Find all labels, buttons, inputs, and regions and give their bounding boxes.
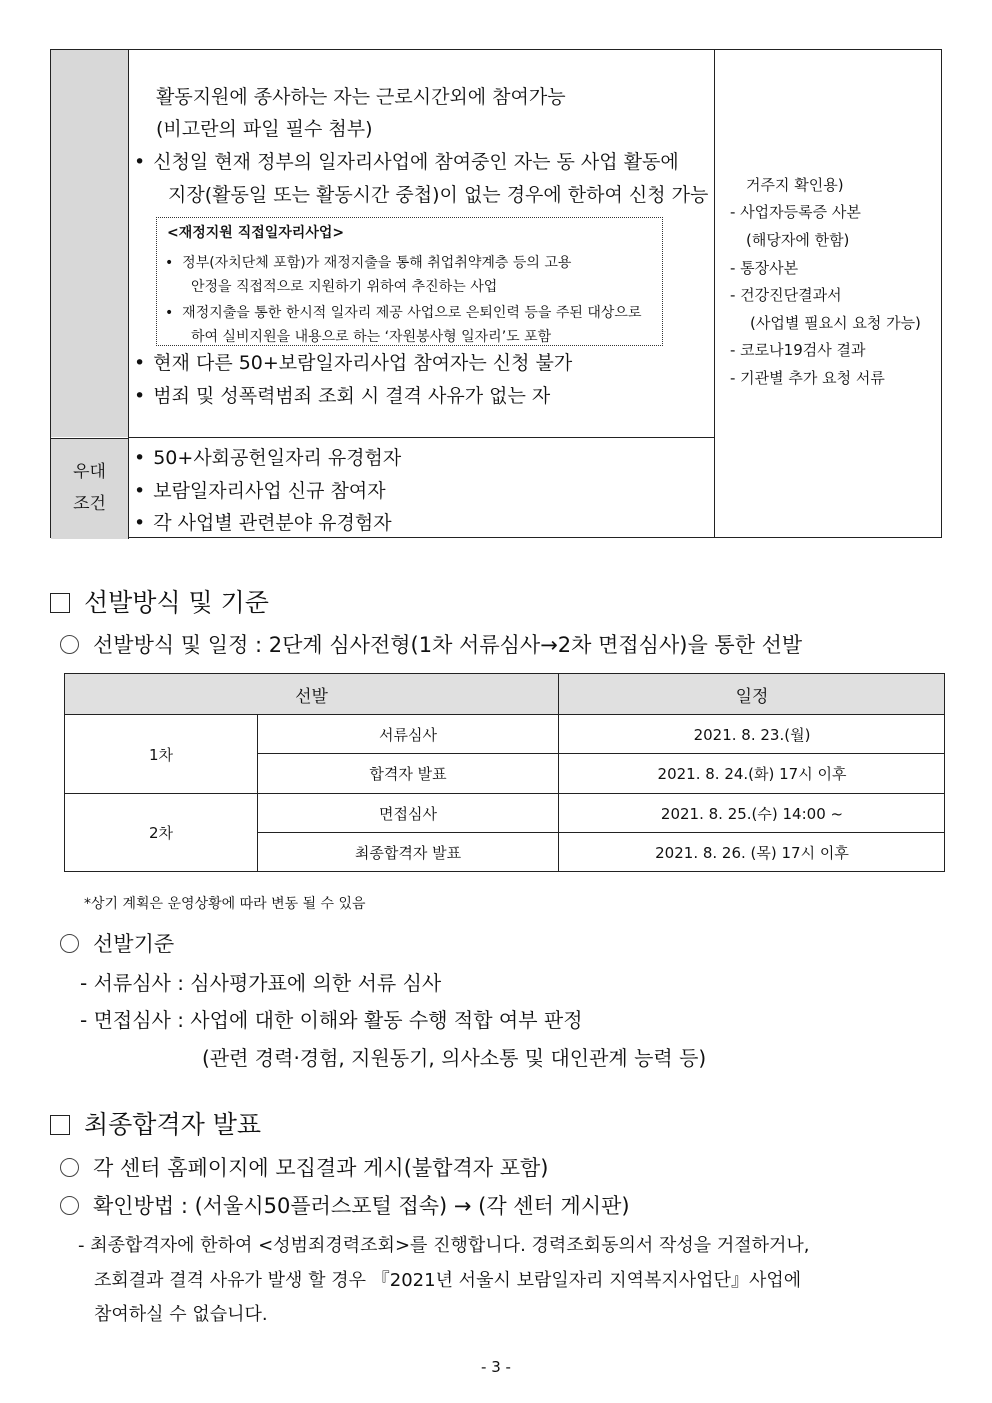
info-box-line: • 재정지출을 통한 한시적 일자리 제공 사업으로 은퇴인력 등을 주된 대상으로 (165, 305, 642, 321)
eligibility-text: 지장(활동일 또는 활동시간 중첩)이 없는 경우에 한하여 신청 가능 (168, 184, 709, 206)
required-doc: - 통장사본 (730, 259, 799, 277)
criteria-line: - 서류심사 : 심사평가표에 의한 서류 심사 (80, 971, 442, 995)
table-row: 최종합격자 발표 (354, 843, 462, 862)
notice-line: - 최종합격자에 한하여 <성범죄경력조회>를 진행합니다. 경력조회동의서 작성을 거절하거나, (78, 1235, 810, 1256)
criteria-line: - 면접심사 : 사업에 대한 이해와 활동 수행 적합 여부 판정 (80, 1008, 583, 1032)
info-box (156, 217, 663, 346)
circle-bullet-icon (60, 1196, 79, 1215)
method-line: 선발방식 및 일정 : 2단계 심사전형(1차 서류심사→2차 면접심사)을 통한 선발 (60, 629, 802, 659)
eligibility-bullet: • 현재 다른 50+보람일자리사업 참여자는 신청 불가 (134, 348, 572, 375)
criteria-heading: 선발기준 (60, 928, 174, 958)
table-row: 합격자 발표 (369, 765, 447, 783)
circle-bullet-icon (60, 1158, 79, 1177)
schedule-note: *상기 계획은 운영상황에 따라 변동 될 수 있음 (84, 896, 366, 912)
table-row: 면접심사 (379, 804, 437, 823)
preferred-label-line: 조건 (73, 494, 106, 514)
table-header-cell (51, 50, 129, 437)
table-header: 선발 (295, 686, 328, 707)
stage-cell: 1차 (148, 745, 174, 764)
preferred-bullet: • 보람일자리사업 신규 참여자 (134, 476, 386, 503)
table-row: 2021. 8. 26. (목) 17시 이후 (655, 843, 849, 862)
section-heading: 최종합격자 발표 (50, 1105, 261, 1141)
preferred-bullet: • 50+사회공헌일자리 유경험자 (134, 443, 401, 470)
required-doc: 거주지 확인용) (746, 176, 844, 194)
required-doc: - 기관별 추가 요청 서류 (730, 369, 885, 387)
info-box-line: 안정을 직접적으로 지원하기 위하여 추진하는 사업 (191, 279, 498, 295)
preferred-bullet: • 각 사업별 관련분야 유경험자 (134, 508, 392, 535)
required-doc: - 건강진단결과서 (730, 286, 842, 304)
required-doc: - 사업자등록증 사본 (730, 203, 861, 221)
schedule-table (64, 673, 945, 872)
required-doc: (해당자에 한함) (746, 231, 850, 249)
preferred-label-line: 우대 (73, 462, 106, 482)
required-doc: (사업별 필요시 요청 가능) (750, 314, 921, 332)
circle-bullet-icon (60, 934, 79, 953)
stage-cell: 2차 (148, 824, 174, 842)
table-header: 일정 (735, 686, 769, 707)
notice-line: 조회결과 결격 사유가 발생 할 경우 『2021년 서울시 보람일자리 지역복지사업단』사업에 (94, 1270, 802, 1291)
required-doc: - 코로나19검사 결과 (730, 341, 866, 359)
announcement-item: 각 센터 홈페이지에 모집결과 게시(불합격자 포함) (60, 1152, 548, 1182)
checkbox-square-icon (50, 1115, 70, 1135)
table-row: 2021. 8. 24.(화) 17시 이후 (657, 765, 847, 783)
announcement-item: 확인방법 : (서울시50플러스포털 접속) → (각 센터 게시판) (60, 1190, 630, 1220)
info-box-title: <재정지원 직접일자리사업> (167, 225, 345, 241)
criteria-line: (관련 경력·경험, 지원동기, 의사소통 및 대인관계 능력 등) (202, 1046, 707, 1070)
circle-bullet-icon (60, 635, 79, 654)
eligibility-bullet: • 범죄 및 성폭력범죄 조회 시 결격 사유가 없는 자 (134, 381, 550, 408)
eligibility-bullet: • 신청일 현재 정부의 일자리사업에 참여중인 자는 동 사업 활동에 (134, 147, 679, 174)
info-box-line: • 정부(자치단체 포함)가 재정지출을 통해 취업취약계층 등의 고용 (165, 255, 572, 271)
section-heading: 선발방식 및 기준 (50, 583, 269, 619)
table-row: 2021. 8. 25.(수) 14:00 ~ (660, 804, 844, 823)
notice-line: 참여하실 수 없습니다. (94, 1304, 268, 1325)
info-box-line: 하여 실비지원을 내용으로 하는 ‘자원봉사형 일자리’도 포함 (191, 329, 552, 345)
preferred-conditions-label (51, 438, 128, 538)
eligibility-text: (비고란의 파일 필수 첨부) (156, 118, 373, 140)
table-row: 2021. 8. 23.(월) (693, 725, 811, 744)
eligibility-text: 활동지원에 종사하는 자는 근로시간외에 참여가능 (156, 86, 566, 108)
page-number: - 3 - (481, 1358, 511, 1376)
table-row: 서류심사 (379, 725, 437, 744)
checkbox-square-icon (50, 593, 70, 613)
